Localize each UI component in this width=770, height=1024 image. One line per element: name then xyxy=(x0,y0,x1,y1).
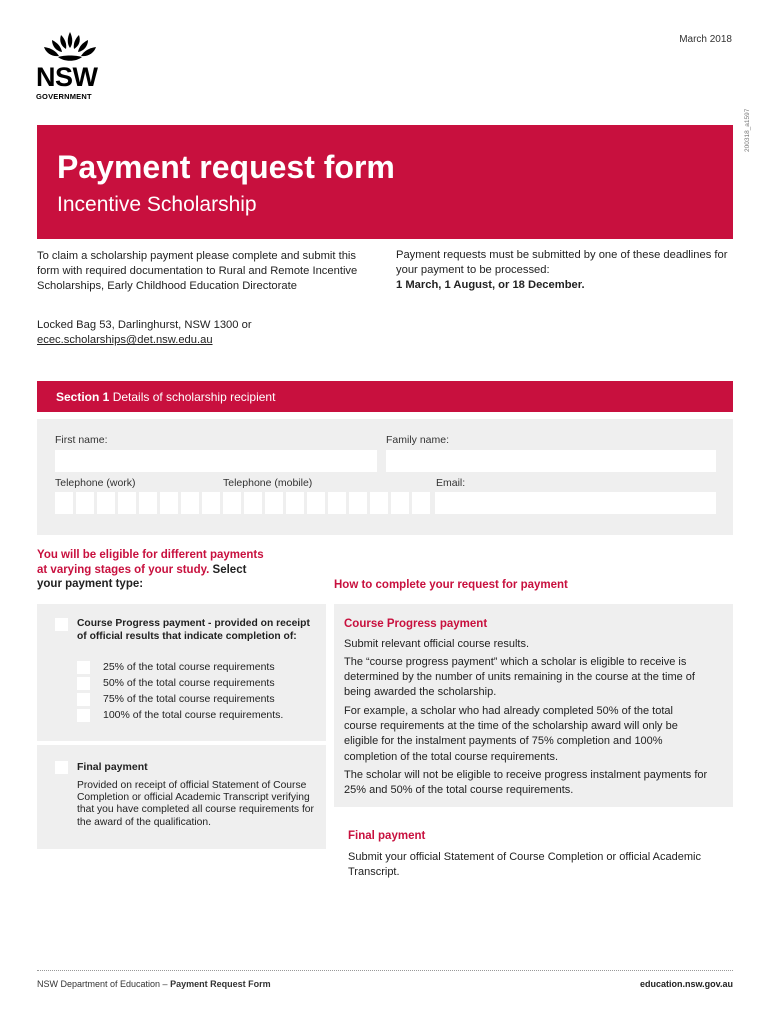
section-number: Section 1 xyxy=(56,390,110,404)
footer-department xyxy=(37,979,271,989)
option-100-checkbox[interactable] xyxy=(77,709,90,722)
email-label: Email: xyxy=(436,477,466,489)
section-title: Details of scholarship recipient xyxy=(109,390,276,404)
digit-cell[interactable] xyxy=(55,492,73,514)
nsw-government-logo xyxy=(34,30,106,104)
digit-cell[interactable] xyxy=(412,492,430,514)
select-type-text: Select your payment type: xyxy=(37,563,247,590)
first-name-label: First name: xyxy=(55,434,108,446)
logo-government-text: GOVERNMENT xyxy=(36,92,92,101)
family-name-label: Family name: xyxy=(386,434,450,446)
digit-cell[interactable] xyxy=(307,492,325,514)
deadline-text: Payment requests must be submitted by one of these deadlines for your payment to be processed: xyxy=(396,249,728,276)
digit-cell[interactable] xyxy=(265,492,283,514)
digit-cell[interactable] xyxy=(181,492,199,514)
digit-cell[interactable] xyxy=(328,492,346,514)
fp-instructions-p1: Submit your official Statement of Course Completion or official Academic Transcript. xyxy=(348,851,701,879)
final-instructions-box xyxy=(334,807,733,894)
email-link[interactable]: ecec.scholarships@det.nsw.edu.au xyxy=(37,334,213,347)
cp-instructions-heading: Course Progress payment xyxy=(344,618,488,630)
payment-type-prompt xyxy=(37,548,267,592)
digit-cell[interactable] xyxy=(223,492,241,514)
digit-cell[interactable] xyxy=(391,492,409,514)
option-25-label: 25% of the total course requirements xyxy=(103,661,275,673)
cp-instructions-p3: For example, a scholar who had already completed 50% of the total course requirements at the time of the scholarship award will only be eligible for the instalment payments of 75% completion and 100% completion of the total course requirements. xyxy=(344,705,678,763)
digit-cell[interactable] xyxy=(118,492,136,514)
digit-cell[interactable] xyxy=(370,492,388,514)
eligible-text: You will be eligible for different payments at varying stages of your study. xyxy=(37,549,264,576)
waratah-icon xyxy=(34,30,106,64)
option-25-checkbox[interactable] xyxy=(77,661,90,674)
page-subtitle: Incentive Scholarship xyxy=(57,193,257,216)
option-100-label: 100% of the total course requirements. xyxy=(103,709,284,721)
fp-instructions-heading: Final payment xyxy=(348,830,426,842)
cp-instructions-p4: The scholar will not be eligible to receive progress instalment payments for 25% and 50% of the total course requirements. xyxy=(344,769,708,797)
page-title: Payment request form xyxy=(57,149,395,185)
section-1-header xyxy=(37,381,733,412)
footer-dept-text: NSW Department of Education – xyxy=(37,979,171,989)
digit-cell[interactable] xyxy=(160,492,178,514)
digit-cell[interactable] xyxy=(286,492,304,514)
section-1-fields xyxy=(37,419,733,535)
option-50-label: 50% of the total course requirements xyxy=(103,677,275,689)
final-payment-option-text: Provided on receipt of official Statement of Course Completion or official Academic Transcript verifying that you have completed all course requirements for the award of the qualification. xyxy=(77,780,314,828)
issue-date: March 2018 xyxy=(679,34,732,45)
telephone-work-field[interactable] xyxy=(55,492,220,514)
digit-cell[interactable] xyxy=(244,492,262,514)
document-code: 200318_a1597 xyxy=(744,108,751,152)
first-name-field[interactable] xyxy=(55,450,377,472)
instructions-panel xyxy=(334,604,733,894)
digit-cell[interactable] xyxy=(97,492,115,514)
option-75-label: 75% of the total course requirements xyxy=(103,693,275,705)
final-payment-option-title: Final payment xyxy=(77,761,148,773)
howto-heading: How to complete your request for payment xyxy=(334,579,568,591)
footer-form-name: Payment Request Form xyxy=(170,979,271,989)
course-progress-option-panel xyxy=(37,604,326,741)
option-50-checkbox[interactable] xyxy=(77,677,90,690)
digit-cell[interactable] xyxy=(76,492,94,514)
telephone-work-label: Telephone (work) xyxy=(55,477,136,489)
option-75-checkbox[interactable] xyxy=(77,693,90,706)
cp-instructions-p1: Submit relevant official course results. xyxy=(344,638,530,650)
address-text: Locked Bag 53, Darlinghurst, NSW 1300 or xyxy=(37,319,252,331)
family-name-field[interactable] xyxy=(386,450,716,472)
final-payment-checkbox[interactable] xyxy=(55,761,68,774)
final-payment-option-panel xyxy=(37,745,326,849)
telephone-mobile-label: Telephone (mobile) xyxy=(223,477,313,489)
course-progress-option-label: Course Progress payment - provided on receipt of official results that indicate completion of: xyxy=(77,618,310,642)
course-progress-checkbox[interactable] xyxy=(55,618,68,631)
deadline-dates: 1 March, 1 August, or 18 December. xyxy=(396,279,585,291)
intro-text: To claim a scholarship payment please complete and submit this form with required documentation to Rural and Remote Incentive Scholarships, Early Childhood Education Directorate xyxy=(37,250,358,293)
footer-divider xyxy=(37,970,733,971)
title-banner xyxy=(37,125,733,239)
logo-nsw-text: NSW xyxy=(36,62,98,92)
digit-cell[interactable] xyxy=(349,492,367,514)
telephone-mobile-field[interactable] xyxy=(223,492,430,514)
footer-website[interactable]: education.nsw.gov.au xyxy=(639,979,733,989)
deadline-notice xyxy=(396,248,736,293)
cp-instructions-p2: The “course progress payment” which a scholar is eligible to receive is determined by the number of units remaining in the course at the time of being awarded the scholarship. xyxy=(344,656,695,699)
digit-cell[interactable] xyxy=(139,492,157,514)
postal-address xyxy=(37,318,367,348)
email-field[interactable] xyxy=(435,492,716,514)
digit-cell[interactable] xyxy=(202,492,220,514)
